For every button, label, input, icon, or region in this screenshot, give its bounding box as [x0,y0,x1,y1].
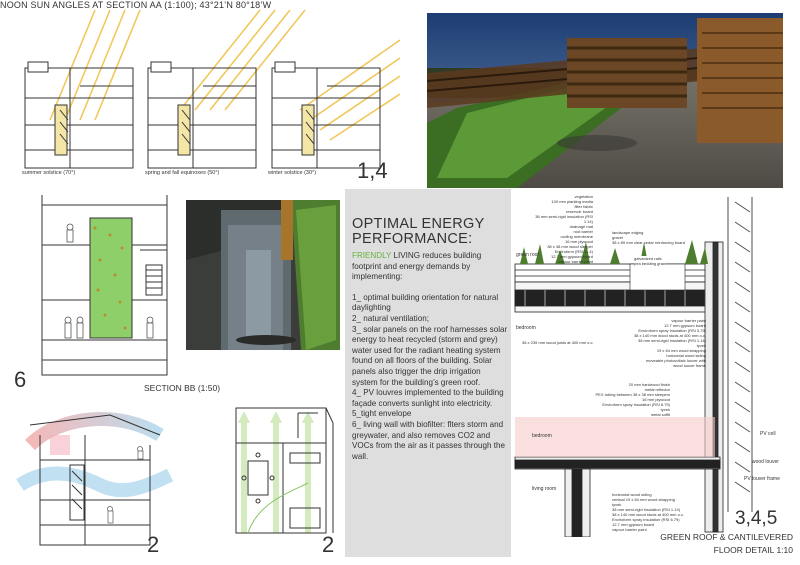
figure-number-top: 1,4 [357,158,388,183]
label-joists: 38 x 235 mm wood joists at 400 mm o.c. [522,340,594,345]
note-lower-5: Enviroform spray insulation (RSI 6.79) [612,517,680,522]
section-summer [25,62,133,168]
panel-heading-line-2: PERFORMANCE: [352,231,473,247]
note-roof-6: root barrier [573,229,593,234]
note-roof-4: 38 mm semi-rigid insulation (RSI 1.14) [535,214,593,224]
detail-number: 3,4,5 [735,508,778,529]
note-floor-4: Enviroform spray insulation (RSI 6.79) [602,402,670,407]
note-wall-7: horizontal wood siding [666,353,706,358]
note-lower-6: 12.7 mm gypsum board [612,522,655,527]
note-floor-6: metal soffit [650,412,670,417]
figure-number-ventilation: 2 [147,532,160,557]
note-wall-4: 38 mm semi-rigid insulation (RSI 1.14) [637,338,706,343]
section-bb-drawing [10,190,180,395]
figure-number-section: 6 [14,367,27,392]
label-green-roof: green roof [516,252,539,258]
note-roof-11: 12.7 mm gypsum board [550,254,593,259]
note-wall-9: wood louver frame [673,363,706,368]
note-galv-0: galvanized rails [634,256,662,261]
note-roof-2: filter fabric [574,204,593,209]
note-roof-9: 38 x 38 mm wood sleeper [547,244,593,249]
floor-layer-notes [592,382,670,417]
figure-number-plan: 2 [322,532,335,557]
note-roof-5: drainage mat [569,224,593,229]
roof-layer-notes [533,194,593,264]
panel-item-4: 4_ PV louvres implemented to the building façade converts sunlight into electricity. [352,388,504,408]
interior-render [186,200,340,350]
panel-item-5: 5_tight envelope [352,409,412,419]
page-title: NOON SUN ANGLES AT SECTION AA (1:100); 43°21’N 80°18’W [0,0,272,10]
note-lower-4: 38 x 140 mm wood studs at 400 mm o.c. [612,512,685,517]
intro-text: LIVING reduces building footprint and energy demands by implementing: [352,251,482,282]
note-lower-3: 38 mm semi-rigid insulation (RSI 1.14) [612,507,681,512]
label-pv-louver-frame: PV louver frame [744,476,780,482]
landscape-notes [612,230,685,245]
note-lower-1: vertical 19 x 64 mm wood strapping [612,497,675,502]
note-landscape-1: gravel [612,235,623,240]
label-wood-louver: wood louver [752,459,779,465]
detail-title-line-2: FLOOR DETAIL 1:10 [713,545,793,555]
wall-layer-notes [628,318,706,368]
label-bedroom-1: bedroom [516,325,536,331]
note-roof-3: reservoir board [566,209,593,214]
note-wall-0: vapour barrier paint [671,318,706,323]
intro-highlight: FRIENDLY [352,251,392,260]
note-floor-0: 20 mm hardwood finish [628,382,670,387]
energy-text-panel [345,189,511,557]
note-floor-3: 16 mm plywood [641,397,670,402]
note-landscape-0: landscape edging [612,230,644,235]
note-lower-2: tyvek [612,502,622,507]
panel-heading-line-1: OPTIMAL ENERGY [352,216,485,232]
note-wall-5: tyvek [696,343,706,348]
note-wall-6: 19 x 64 mm wood strapping [656,348,706,353]
sun-angle-sections [0,0,400,190]
note-wall-2: Enviroform spray insulation (RSI 3.79) [638,328,706,333]
panel-item-3: 3_ solar panels on the roof harnesses solar energy to heat recycled (storm and grey) water used for the radiant heating system found on all floors of the building. Solar panels also trigger the drip irrigation system for the building’s green roof. [352,324,508,387]
note-floor-5: tyvek [660,407,670,412]
caption-equinox: spring and fall equinoxes (50°) [145,170,220,176]
label-living-room: living room [532,486,557,492]
panel-intro [352,251,508,283]
note-floor-1: metal reflector [644,387,670,392]
section-winter [272,62,380,168]
note-roof-7: roofing membrane [560,234,593,239]
panel-item-1: 1_ optimal building orientation for natural daylighting [352,292,499,313]
note-wall-8: moveable photovoltaic louver with [645,358,706,363]
caption-winter: winter solstice (30°) [268,170,317,176]
note-roof-12: vapour barrier paint [558,259,593,264]
detail-title-line-1: GREEN ROOF & CANTILEVERED [660,532,793,542]
caption-summer: summer solstice (70°) [22,170,76,176]
note-roof-8: 16 mm plywood [564,239,593,244]
galv-notes [634,256,668,266]
note-roof-0: vegetation [574,194,593,199]
note-lower-0: horizontal wood siding [612,492,652,497]
green-roof-render [427,13,783,188]
note-roof-1: 100 mm planting media [551,199,593,204]
panel-item-2: 2_ natural ventilation; [352,313,429,323]
panel-heading [352,217,485,247]
section-equinox [148,62,256,168]
note-wall-1: 12.7 mm gypsum board [663,323,706,328]
label-pv-cell: PV cell [760,431,776,437]
note-wall-3: 38 x 140 mm wood studs at 400 mm o.c. [633,333,706,338]
panel-body [352,251,508,462]
label-bedroom-2: bedroom [532,433,552,439]
section-caption: SECTION BB (1:50) [144,383,221,393]
lower-wall-notes [612,492,684,532]
note-landscape-2: 38 x 89 mm clear cedar reinforcing board [612,240,685,245]
note-lower-7: vapour barrier paint [612,527,647,532]
note-galv-1: pea bedding gravel [634,261,669,266]
note-floor-2: PEX tubing between 38 x 38 mm sleepers [595,392,670,397]
panel-item-6: 6_ living wall with biofilter: flters storm and greywater, and also removes CO2 and VOCs from the air as it passes through the wall. [352,419,505,461]
note-roof-10: Enviroform (RSI 11.4) [554,249,593,254]
